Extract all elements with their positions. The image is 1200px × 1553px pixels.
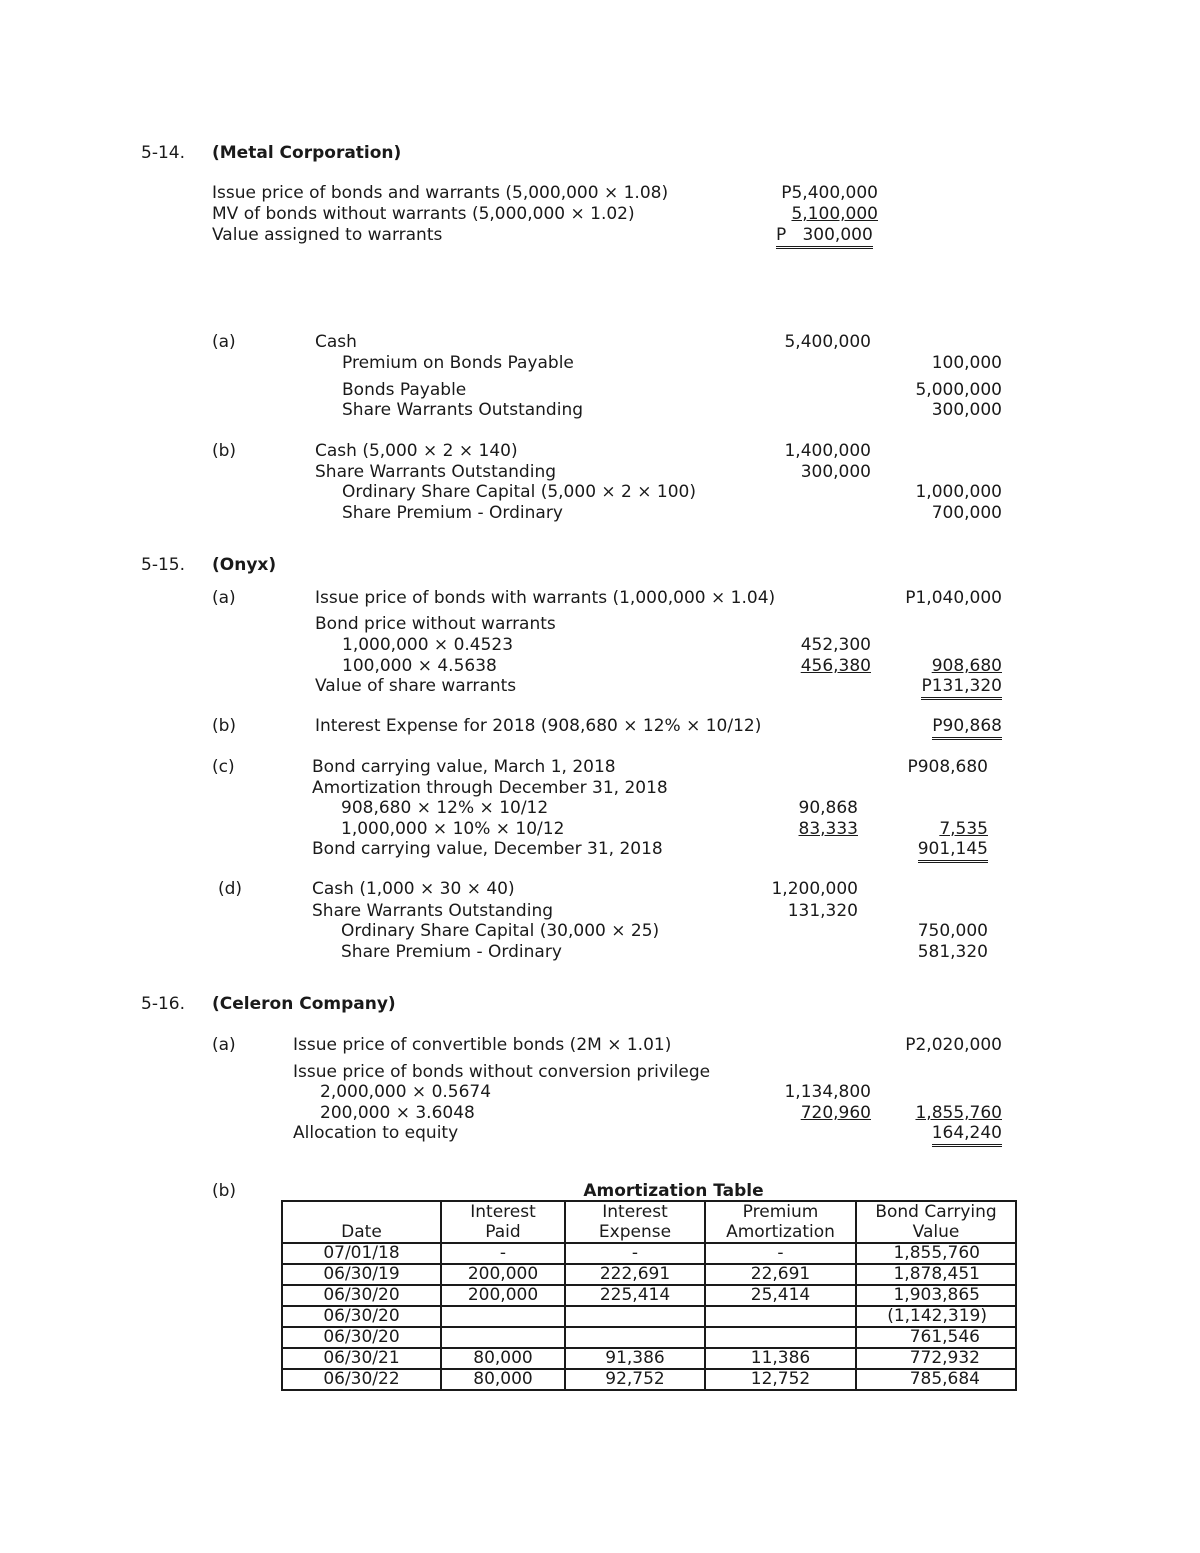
cell-premium-amortization: - <box>705 1243 856 1264</box>
table-row <box>282 1285 1016 1306</box>
double-underlined-value: P131,320 <box>921 676 1002 700</box>
table-header-row <box>282 1201 1016 1243</box>
cell-interest-expense: - <box>565 1243 705 1264</box>
calc-label: Amortization through December 31, 2018 <box>312 778 668 798</box>
double-underlined-value: P90,868 <box>932 716 1002 740</box>
table-row <box>282 1327 1016 1348</box>
calc-label: Value of share warrants <box>315 676 517 696</box>
journal-account: Ordinary Share Capital (30,000 × 25) <box>341 921 660 941</box>
calc-value <box>880 716 1002 736</box>
calc-value <box>740 204 878 224</box>
table-row <box>282 1348 1016 1369</box>
column-header-premium-amortization: Premium Amortization <box>705 1201 856 1243</box>
calc-value <box>740 656 871 676</box>
cell-date: 06/30/19 <box>282 1264 441 1285</box>
cell-interest-expense: 91,386 <box>565 1348 705 1369</box>
part-letter-b: (b) <box>212 1181 237 1201</box>
problem-title-celeron-company: (Celeron Company) <box>212 994 396 1014</box>
column-header-interest-expense: Interest Expense <box>565 1201 705 1243</box>
cell-interest-paid: 200,000 <box>441 1264 565 1285</box>
table-row <box>282 1264 1016 1285</box>
underlined-value: 720,960 <box>800 1103 871 1123</box>
cell-bond-carrying-value: 1,878,451 <box>856 1264 1016 1285</box>
calc-label: Issue price of bonds without conversion privilege <box>293 1062 711 1082</box>
cell-premium-amortization: 12,752 <box>705 1369 856 1390</box>
calc-label: 2,000,000 × 0.5674 <box>320 1082 492 1102</box>
cell-bond-carrying-value: (1,142,319) <box>856 1306 1016 1327</box>
journal-credit: 750,000 <box>917 921 988 941</box>
cell-bond-carrying-value: 785,684 <box>856 1369 1016 1390</box>
cell-premium-amortization: 22,691 <box>705 1264 856 1285</box>
cell-premium-amortization <box>705 1306 856 1327</box>
underlined-value: 1,855,760 <box>915 1103 1002 1123</box>
cell-interest-expense <box>565 1327 705 1348</box>
part-letter-d: (d) <box>218 879 243 899</box>
calc-value: 1,134,800 <box>784 1082 871 1102</box>
journal-debit: 5,400,000 <box>784 332 871 352</box>
double-underlined-value: 164,240 <box>932 1123 1002 1147</box>
calc-label: 908,680 × 12% × 10/12 <box>341 798 549 818</box>
part-letter-c: (c) <box>212 757 235 777</box>
journal-credit: 581,320 <box>917 942 988 962</box>
cell-date: 06/30/20 <box>282 1327 441 1348</box>
part-letter-b: (b) <box>212 716 237 736</box>
underlined-value: 83,333 <box>798 819 858 839</box>
amortization-table <box>281 1200 1017 1391</box>
cell-interest-paid: - <box>441 1243 565 1264</box>
calc-value: P2,020,000 <box>905 1035 1002 1055</box>
journal-account: Ordinary Share Capital (5,000 × 2 × 100) <box>342 482 697 502</box>
journal-account: Cash <box>315 332 357 352</box>
calc-label: Bond carrying value, March 1, 2018 <box>312 757 616 777</box>
journal-credit: 1,000,000 <box>915 482 1002 502</box>
part-letter-a: (a) <box>212 588 236 608</box>
cell-date: 06/30/21 <box>282 1348 441 1369</box>
calc-label: Issue price of convertible bonds (2M × 1.01) <box>293 1035 672 1055</box>
problem-title-onyx: (Onyx) <box>212 555 277 575</box>
underlined-value: 456,380 <box>800 656 871 676</box>
cell-interest-expense: 225,414 <box>565 1285 705 1306</box>
calc-value: P5,400,000 <box>781 183 878 203</box>
underlined-value: 5,100,000 <box>791 204 878 224</box>
cell-date: 06/30/20 <box>282 1306 441 1327</box>
column-header-interest-paid: Interest Paid <box>441 1201 565 1243</box>
calc-value <box>880 656 1002 676</box>
calc-value: P908,680 <box>907 757 988 777</box>
calc-value <box>880 676 1002 696</box>
cell-date: 07/01/18 <box>282 1243 441 1264</box>
problem-number-5-14: 5-14. <box>141 143 185 163</box>
journal-account: Share Warrants Outstanding <box>315 462 557 482</box>
calc-label: Interest Expense for 2018 (908,680 × 12% × 10/12) <box>315 716 762 736</box>
amortization-table-title: Amortization Table <box>583 1181 764 1201</box>
underlined-value: 7,535 <box>939 819 988 839</box>
calc-label: Allocation to equity <box>293 1123 459 1143</box>
cell-bond-carrying-value: 1,855,760 <box>856 1243 1016 1264</box>
double-underlined-value: 901,145 <box>918 839 988 863</box>
underlined-value: 908,680 <box>931 656 1002 676</box>
journal-debit: 1,400,000 <box>784 441 871 461</box>
calc-value: 90,868 <box>798 798 858 818</box>
journal-credit: 100,000 <box>931 353 1002 373</box>
calc-label: 200,000 × 3.6048 <box>320 1103 475 1123</box>
table-row <box>282 1369 1016 1390</box>
cell-premium-amortization: 25,414 <box>705 1285 856 1306</box>
part-letter-a: (a) <box>212 1035 236 1055</box>
journal-account: Share Warrants Outstanding <box>312 901 554 921</box>
calc-value <box>880 1103 1002 1123</box>
calc-value <box>870 819 988 839</box>
cell-bond-carrying-value: 772,932 <box>856 1348 1016 1369</box>
cell-interest-expense: 92,752 <box>565 1369 705 1390</box>
calc-label: Issue price of bonds with warrants (1,000,000 × 1.04) <box>315 588 776 608</box>
cell-date: 06/30/20 <box>282 1285 441 1306</box>
journal-account: Cash (5,000 × 2 × 140) <box>315 441 518 461</box>
journal-credit: 300,000 <box>931 400 1002 420</box>
double-underlined-value: P 300,000 <box>776 225 873 249</box>
cell-interest-paid: 80,000 <box>441 1369 565 1390</box>
part-letter-a: (a) <box>212 332 236 352</box>
calc-label: Bond price without warrants <box>315 614 556 634</box>
journal-credit: 5,000,000 <box>915 380 1002 400</box>
calc-value: 452,300 <box>800 635 871 655</box>
calc-label: Value assigned to warrants <box>212 225 443 245</box>
calc-value <box>776 225 873 245</box>
table-row <box>282 1243 1016 1264</box>
calc-label: 100,000 × 4.5638 <box>342 656 497 676</box>
table-row <box>282 1306 1016 1327</box>
journal-account: Share Premium - Ordinary <box>342 503 563 523</box>
cell-premium-amortization <box>705 1327 856 1348</box>
journal-debit: 131,320 <box>787 901 858 921</box>
calc-value <box>740 819 858 839</box>
journal-account: Share Premium - Ordinary <box>341 942 562 962</box>
problem-number-5-15: 5-15. <box>141 555 185 575</box>
calc-label: 1,000,000 × 10% × 10/12 <box>341 819 565 839</box>
journal-account: Bonds Payable <box>342 380 467 400</box>
cell-interest-paid: 80,000 <box>441 1348 565 1369</box>
cell-interest-paid <box>441 1306 565 1327</box>
calc-label: Bond carrying value, December 31, 2018 <box>312 839 663 859</box>
cell-date: 06/30/22 <box>282 1369 441 1390</box>
calc-value: P1,040,000 <box>905 588 1002 608</box>
cell-interest-paid <box>441 1327 565 1348</box>
journal-debit: 300,000 <box>800 462 871 482</box>
problem-title-metal-corporation: (Metal Corporation) <box>212 143 402 163</box>
column-header-date: Date <box>282 1201 441 1243</box>
calc-value <box>870 839 988 859</box>
cell-bond-carrying-value: 1,903,865 <box>856 1285 1016 1306</box>
calc-value <box>880 1123 1002 1143</box>
journal-account: Share Warrants Outstanding <box>342 400 584 420</box>
journal-credit: 700,000 <box>931 503 1002 523</box>
part-letter-b: (b) <box>212 441 237 461</box>
journal-account: Cash (1,000 × 30 × 40) <box>312 879 515 899</box>
problem-number-5-16: 5-16. <box>141 994 185 1014</box>
journal-debit: 1,200,000 <box>771 879 858 899</box>
calc-label: Issue price of bonds and warrants (5,000,000 × 1.08) <box>212 183 669 203</box>
column-header-bond-carrying-value: Bond Carrying Value <box>856 1201 1016 1243</box>
cell-interest-paid: 200,000 <box>441 1285 565 1306</box>
calc-label: 1,000,000 × 0.4523 <box>342 635 514 655</box>
calc-value <box>740 1103 871 1123</box>
cell-interest-expense <box>565 1306 705 1327</box>
cell-bond-carrying-value: 761,546 <box>856 1327 1016 1348</box>
cell-premium-amortization: 11,386 <box>705 1348 856 1369</box>
cell-interest-expense: 222,691 <box>565 1264 705 1285</box>
journal-account: Premium on Bonds Payable <box>342 353 574 373</box>
calc-label: MV of bonds without warrants (5,000,000 × 1.02) <box>212 204 635 224</box>
